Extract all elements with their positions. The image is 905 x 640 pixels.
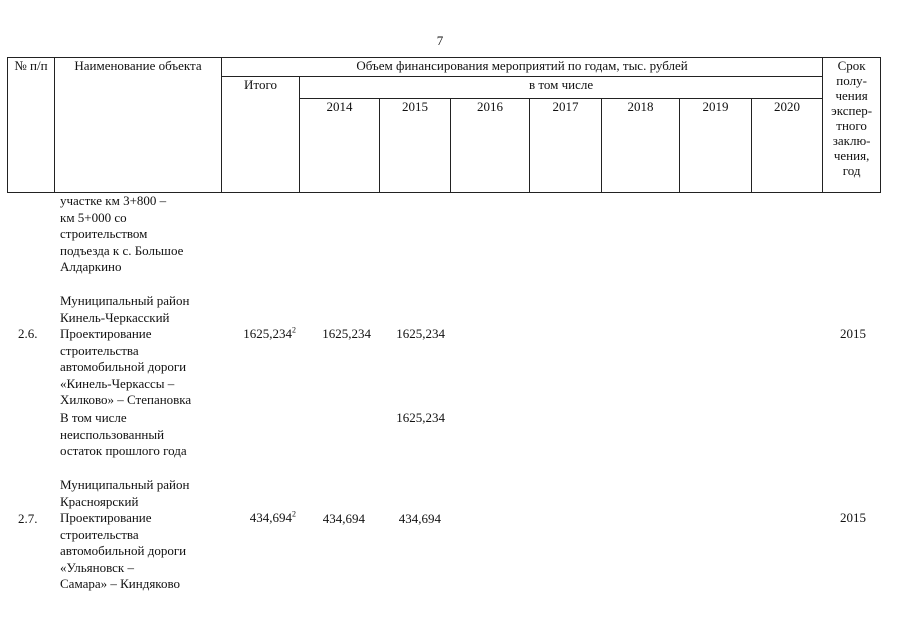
header-year-2020: 2020 [752, 99, 823, 193]
row-sub-name: В том числе неиспользованный остаток прошлого года [60, 410, 187, 458]
footnote-mark: 2 [292, 509, 296, 519]
header-year-2016: 2016 [451, 99, 530, 193]
header-year-2015: 2015 [380, 99, 451, 193]
header-including: в том числе [300, 77, 823, 99]
row-value-2014: 434,694 [322, 511, 365, 526]
continuation-name: участке км 3+800 – км 5+000 со строительством подъезда к с. Большое Алдаркино [60, 193, 184, 274]
row-value-2015: 1625,234 [396, 326, 445, 341]
row-total: 434,694$^2$ [249, 509, 296, 525]
header-year-2014: 2014 [300, 99, 380, 193]
row-total: 1625,234$^2$ [243, 325, 296, 341]
row-deadline: 2015 [840, 510, 866, 525]
row-sub-value-2015: 1625,234 [396, 410, 445, 425]
header-number: № п/п [8, 58, 55, 193]
row-name: Муниципальный район Кинель-Черкасский Проектирование строительства автомобильной дороги «Кинель-Черкассы – Хилково» – Степановка [60, 293, 192, 407]
footnote-mark: 2 [292, 325, 296, 335]
row-deadline: 2015 [840, 326, 866, 341]
header-deadline: Срок полу- чения экспер- тного заклю- чения, год [823, 58, 881, 193]
page-number: 7 [436, 33, 444, 48]
header-year-2017: 2017 [530, 99, 602, 193]
row-value-2014: 1625,234 [322, 326, 371, 341]
row-number: 2.6. [18, 326, 38, 341]
row-name: Муниципальный район Красноярский Проектирование строительства автомобильной дороги «Ульяновск – Самара» – Киндяково [60, 477, 190, 591]
header-total: Итого [222, 77, 300, 193]
header-name: Наименование объекта [55, 58, 222, 193]
header-year-2019: 2019 [680, 99, 752, 193]
header-volume: Объем финансирования мероприятий по годам, тыс. рублей [222, 58, 823, 77]
header-year-2018: 2018 [602, 99, 680, 193]
row-number: 2.7. [18, 511, 38, 526]
row-value-2015: 434,694 [398, 511, 441, 526]
